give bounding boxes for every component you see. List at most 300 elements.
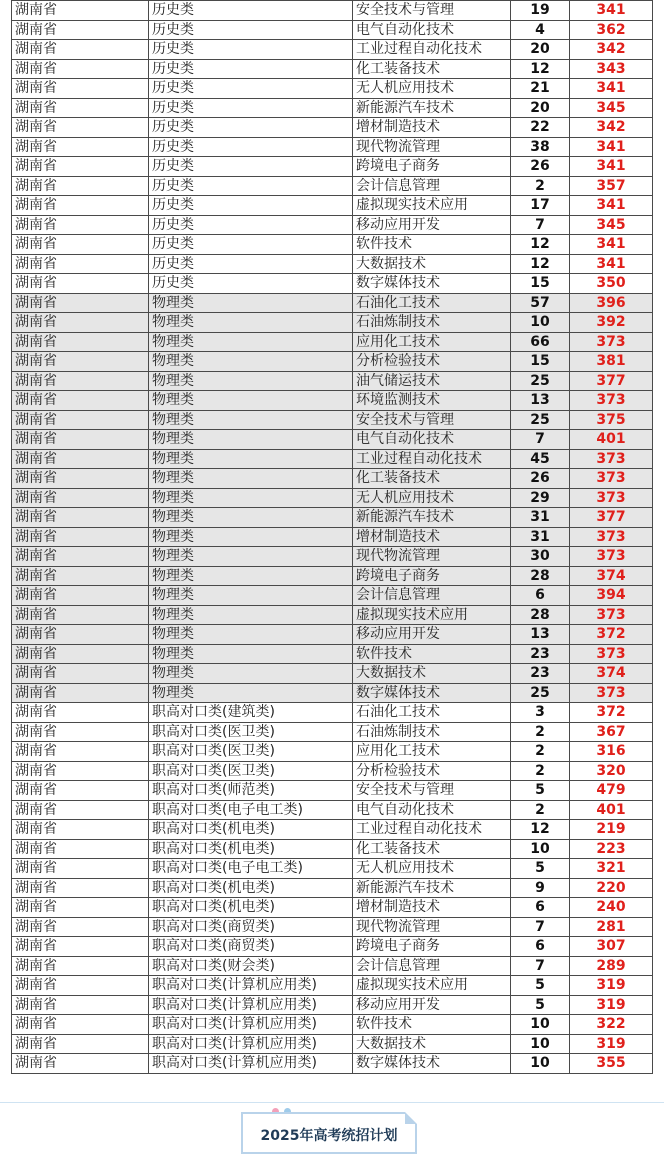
category-cell: 职高对口类(计算机应用类) bbox=[149, 1015, 353, 1035]
province-cell: 湖南省 bbox=[12, 976, 149, 996]
count-cell: 10 bbox=[511, 313, 570, 333]
major-cell: 跨境电子商务 bbox=[353, 937, 511, 957]
major-cell: 应用化工技术 bbox=[353, 742, 511, 762]
category-cell: 职高对口类(计算机应用类) bbox=[149, 1034, 353, 1054]
category-cell: 物理类 bbox=[149, 430, 353, 450]
count-cell: 12 bbox=[511, 59, 570, 79]
score-cell: 345 bbox=[570, 215, 653, 235]
category-cell: 物理类 bbox=[149, 644, 353, 664]
count-cell: 30 bbox=[511, 547, 570, 567]
count-cell: 7 bbox=[511, 430, 570, 450]
major-cell: 数字媒体技术 bbox=[353, 1054, 511, 1074]
score-cell: 392 bbox=[570, 313, 653, 333]
province-cell: 湖南省 bbox=[12, 449, 149, 469]
category-cell: 物理类 bbox=[149, 313, 353, 333]
province-cell: 湖南省 bbox=[12, 956, 149, 976]
province-cell: 湖南省 bbox=[12, 1, 149, 21]
major-cell: 会计信息管理 bbox=[353, 956, 511, 976]
category-cell: 职高对口类(商贸类) bbox=[149, 917, 353, 937]
score-cell: 289 bbox=[570, 956, 653, 976]
category-cell: 物理类 bbox=[149, 391, 353, 411]
major-cell: 会计信息管理 bbox=[353, 586, 511, 606]
major-cell: 工业过程自动化技术 bbox=[353, 449, 511, 469]
major-cell: 石油炼制技术 bbox=[353, 722, 511, 742]
count-cell: 7 bbox=[511, 956, 570, 976]
major-cell: 油气储运技术 bbox=[353, 371, 511, 391]
major-cell: 新能源汽车技术 bbox=[353, 878, 511, 898]
table-row bbox=[12, 761, 653, 781]
count-cell: 2 bbox=[511, 176, 570, 196]
province-cell: 湖南省 bbox=[12, 722, 149, 742]
table-row bbox=[12, 157, 653, 177]
major-cell: 大数据技术 bbox=[353, 1034, 511, 1054]
major-cell: 无人机应用技术 bbox=[353, 859, 511, 879]
table-row bbox=[12, 371, 653, 391]
score-cell: 479 bbox=[570, 781, 653, 801]
province-cell: 湖南省 bbox=[12, 800, 149, 820]
major-cell: 现代物流管理 bbox=[353, 137, 511, 157]
category-cell: 物理类 bbox=[149, 332, 353, 352]
score-cell: 319 bbox=[570, 1034, 653, 1054]
table-row bbox=[12, 293, 653, 313]
score-cell: 375 bbox=[570, 410, 653, 430]
province-cell: 湖南省 bbox=[12, 352, 149, 372]
count-cell: 20 bbox=[511, 98, 570, 118]
count-cell: 17 bbox=[511, 196, 570, 216]
table-row bbox=[12, 839, 653, 859]
major-cell: 虚拟现实技术应用 bbox=[353, 976, 511, 996]
province-cell: 湖南省 bbox=[12, 820, 149, 840]
count-cell: 10 bbox=[511, 839, 570, 859]
category-cell: 职高对口类(计算机应用类) bbox=[149, 1054, 353, 1074]
category-cell: 历史类 bbox=[149, 176, 353, 196]
major-cell: 安全技术与管理 bbox=[353, 410, 511, 430]
score-cell: 373 bbox=[570, 547, 653, 567]
province-cell: 湖南省 bbox=[12, 859, 149, 879]
table-row bbox=[12, 527, 653, 547]
category-cell: 物理类 bbox=[149, 605, 353, 625]
score-cell: 342 bbox=[570, 118, 653, 138]
major-cell: 电气自动化技术 bbox=[353, 800, 511, 820]
province-cell: 湖南省 bbox=[12, 410, 149, 430]
table-row bbox=[12, 917, 653, 937]
category-cell: 物理类 bbox=[149, 488, 353, 508]
category-cell: 职高对口类(商贸类) bbox=[149, 937, 353, 957]
table-row bbox=[12, 449, 653, 469]
province-cell: 湖南省 bbox=[12, 196, 149, 216]
province-cell: 湖南省 bbox=[12, 98, 149, 118]
major-cell: 移动应用开发 bbox=[353, 215, 511, 235]
category-cell: 职高对口类(机电类) bbox=[149, 878, 353, 898]
major-cell: 石油化工技术 bbox=[353, 703, 511, 723]
major-cell: 安全技术与管理 bbox=[353, 781, 511, 801]
major-cell: 数字媒体技术 bbox=[353, 683, 511, 703]
table-row bbox=[12, 98, 653, 118]
category-cell: 历史类 bbox=[149, 274, 353, 294]
score-cell: 372 bbox=[570, 703, 653, 723]
province-cell: 湖南省 bbox=[12, 547, 149, 567]
major-cell: 电气自动化技术 bbox=[353, 430, 511, 450]
table-row bbox=[12, 644, 653, 664]
table-row bbox=[12, 274, 653, 294]
major-cell: 增材制造技术 bbox=[353, 118, 511, 138]
count-cell: 2 bbox=[511, 761, 570, 781]
score-cell: 341 bbox=[570, 254, 653, 274]
score-cell: 367 bbox=[570, 722, 653, 742]
province-cell: 湖南省 bbox=[12, 157, 149, 177]
major-cell: 无人机应用技术 bbox=[353, 79, 511, 99]
count-cell: 5 bbox=[511, 781, 570, 801]
province-cell: 湖南省 bbox=[12, 683, 149, 703]
category-cell: 职高对口类(医卫类) bbox=[149, 761, 353, 781]
major-cell: 工业过程自动化技术 bbox=[353, 40, 511, 60]
count-cell: 22 bbox=[511, 118, 570, 138]
count-cell: 21 bbox=[511, 79, 570, 99]
count-cell: 28 bbox=[511, 566, 570, 586]
count-cell: 57 bbox=[511, 293, 570, 313]
province-cell: 湖南省 bbox=[12, 391, 149, 411]
province-cell: 湖南省 bbox=[12, 254, 149, 274]
major-cell: 工业过程自动化技术 bbox=[353, 820, 511, 840]
score-cell: 355 bbox=[570, 1054, 653, 1074]
province-cell: 湖南省 bbox=[12, 644, 149, 664]
table-row bbox=[12, 976, 653, 996]
score-cell: 350 bbox=[570, 274, 653, 294]
category-cell: 物理类 bbox=[149, 469, 353, 489]
score-cell: 374 bbox=[570, 664, 653, 684]
table-row bbox=[12, 20, 653, 40]
count-cell: 5 bbox=[511, 976, 570, 996]
major-cell: 化工装备技术 bbox=[353, 59, 511, 79]
score-cell: 373 bbox=[570, 449, 653, 469]
table-row bbox=[12, 332, 653, 352]
count-cell: 10 bbox=[511, 1034, 570, 1054]
table-row bbox=[12, 235, 653, 255]
province-cell: 湖南省 bbox=[12, 1034, 149, 1054]
table-row bbox=[12, 605, 653, 625]
score-cell: 319 bbox=[570, 995, 653, 1015]
province-cell: 湖南省 bbox=[12, 1054, 149, 1074]
score-cell: 373 bbox=[570, 605, 653, 625]
count-cell: 20 bbox=[511, 40, 570, 60]
category-cell: 物理类 bbox=[149, 547, 353, 567]
table-row bbox=[12, 430, 653, 450]
province-cell: 湖南省 bbox=[12, 664, 149, 684]
count-cell: 26 bbox=[511, 157, 570, 177]
score-cell: 343 bbox=[570, 59, 653, 79]
table-row bbox=[12, 898, 653, 918]
province-cell: 湖南省 bbox=[12, 937, 149, 957]
table-row bbox=[12, 586, 653, 606]
table-row bbox=[12, 820, 653, 840]
category-cell: 物理类 bbox=[149, 625, 353, 645]
count-cell: 31 bbox=[511, 527, 570, 547]
major-cell: 大数据技术 bbox=[353, 664, 511, 684]
count-cell: 23 bbox=[511, 664, 570, 684]
category-cell: 历史类 bbox=[149, 98, 353, 118]
count-cell: 6 bbox=[511, 898, 570, 918]
category-cell: 历史类 bbox=[149, 137, 353, 157]
table-row bbox=[12, 683, 653, 703]
score-cell: 341 bbox=[570, 157, 653, 177]
category-cell: 历史类 bbox=[149, 118, 353, 138]
count-cell: 38 bbox=[511, 137, 570, 157]
table-row bbox=[12, 703, 653, 723]
category-cell: 职高对口类(建筑类) bbox=[149, 703, 353, 723]
count-cell: 66 bbox=[511, 332, 570, 352]
score-cell: 373 bbox=[570, 644, 653, 664]
category-cell: 职高对口类(医卫类) bbox=[149, 722, 353, 742]
score-cell: 316 bbox=[570, 742, 653, 762]
count-cell: 23 bbox=[511, 644, 570, 664]
category-cell: 职高对口类(机电类) bbox=[149, 820, 353, 840]
score-cell: 362 bbox=[570, 20, 653, 40]
score-cell: 396 bbox=[570, 293, 653, 313]
score-cell: 377 bbox=[570, 508, 653, 528]
table-row bbox=[12, 313, 653, 333]
major-cell: 电气自动化技术 bbox=[353, 20, 511, 40]
province-cell: 湖南省 bbox=[12, 508, 149, 528]
category-cell: 职高对口类(机电类) bbox=[149, 839, 353, 859]
table-row bbox=[12, 742, 653, 762]
category-cell: 职高对口类(计算机应用类) bbox=[149, 995, 353, 1015]
province-cell: 湖南省 bbox=[12, 176, 149, 196]
table-row bbox=[12, 137, 653, 157]
province-cell: 湖南省 bbox=[12, 625, 149, 645]
province-cell: 湖南省 bbox=[12, 781, 149, 801]
major-cell: 跨境电子商务 bbox=[353, 157, 511, 177]
category-cell: 历史类 bbox=[149, 254, 353, 274]
table-row bbox=[12, 781, 653, 801]
count-cell: 5 bbox=[511, 859, 570, 879]
count-cell: 13 bbox=[511, 625, 570, 645]
table-row bbox=[12, 118, 653, 138]
count-cell: 7 bbox=[511, 215, 570, 235]
province-cell: 湖南省 bbox=[12, 586, 149, 606]
province-cell: 湖南省 bbox=[12, 839, 149, 859]
category-cell: 历史类 bbox=[149, 1, 353, 21]
table-row bbox=[12, 1034, 653, 1054]
score-cell: 342 bbox=[570, 40, 653, 60]
footer-badge bbox=[241, 1112, 417, 1154]
count-cell: 29 bbox=[511, 488, 570, 508]
major-cell: 分析检验技术 bbox=[353, 761, 511, 781]
footer-divider bbox=[0, 1102, 664, 1103]
table-body bbox=[12, 1, 653, 1074]
count-cell: 28 bbox=[511, 605, 570, 625]
score-cell: 321 bbox=[570, 859, 653, 879]
category-cell: 物理类 bbox=[149, 352, 353, 372]
province-cell: 湖南省 bbox=[12, 293, 149, 313]
category-cell: 物理类 bbox=[149, 683, 353, 703]
category-cell: 历史类 bbox=[149, 157, 353, 177]
major-cell: 软件技术 bbox=[353, 235, 511, 255]
score-cell: 341 bbox=[570, 137, 653, 157]
major-cell: 安全技术与管理 bbox=[353, 1, 511, 21]
score-cell: 307 bbox=[570, 937, 653, 957]
count-cell: 10 bbox=[511, 1015, 570, 1035]
category-cell: 物理类 bbox=[149, 449, 353, 469]
count-cell: 5 bbox=[511, 995, 570, 1015]
score-cell: 401 bbox=[570, 430, 653, 450]
score-cell: 281 bbox=[570, 917, 653, 937]
score-cell: 319 bbox=[570, 976, 653, 996]
category-cell: 物理类 bbox=[149, 586, 353, 606]
table-row bbox=[12, 956, 653, 976]
count-cell: 6 bbox=[511, 937, 570, 957]
score-cell: 394 bbox=[570, 586, 653, 606]
category-cell: 历史类 bbox=[149, 20, 353, 40]
province-cell: 湖南省 bbox=[12, 274, 149, 294]
count-cell: 26 bbox=[511, 469, 570, 489]
province-cell: 湖南省 bbox=[12, 371, 149, 391]
table-row bbox=[12, 547, 653, 567]
count-cell: 7 bbox=[511, 917, 570, 937]
score-cell: 320 bbox=[570, 761, 653, 781]
table-row bbox=[12, 722, 653, 742]
count-cell: 3 bbox=[511, 703, 570, 723]
major-cell: 石油化工技术 bbox=[353, 293, 511, 313]
count-cell: 25 bbox=[511, 371, 570, 391]
score-cell: 345 bbox=[570, 98, 653, 118]
score-cell: 401 bbox=[570, 800, 653, 820]
major-cell: 会计信息管理 bbox=[353, 176, 511, 196]
category-cell: 职高对口类(师范类) bbox=[149, 781, 353, 801]
major-cell: 分析检验技术 bbox=[353, 352, 511, 372]
count-cell: 12 bbox=[511, 235, 570, 255]
category-cell: 职高对口类(医卫类) bbox=[149, 742, 353, 762]
category-cell: 物理类 bbox=[149, 293, 353, 313]
score-cell: 373 bbox=[570, 527, 653, 547]
count-cell: 13 bbox=[511, 391, 570, 411]
category-cell: 职高对口类(机电类) bbox=[149, 898, 353, 918]
province-cell: 湖南省 bbox=[12, 605, 149, 625]
category-cell: 职高对口类(财会类) bbox=[149, 956, 353, 976]
major-cell: 石油炼制技术 bbox=[353, 313, 511, 333]
count-cell: 12 bbox=[511, 254, 570, 274]
major-cell: 软件技术 bbox=[353, 1015, 511, 1035]
major-cell: 虚拟现实技术应用 bbox=[353, 196, 511, 216]
province-cell: 湖南省 bbox=[12, 469, 149, 489]
count-cell: 12 bbox=[511, 820, 570, 840]
province-cell: 湖南省 bbox=[12, 20, 149, 40]
score-cell: 372 bbox=[570, 625, 653, 645]
count-cell: 2 bbox=[511, 722, 570, 742]
count-cell: 4 bbox=[511, 20, 570, 40]
category-cell: 职高对口类(电子电工类) bbox=[149, 800, 353, 820]
table-row bbox=[12, 995, 653, 1015]
category-cell: 历史类 bbox=[149, 40, 353, 60]
score-cell: 220 bbox=[570, 878, 653, 898]
table-row bbox=[12, 196, 653, 216]
admission-plan-table bbox=[11, 0, 653, 1074]
major-cell: 新能源汽车技术 bbox=[353, 508, 511, 528]
major-cell: 移动应用开发 bbox=[353, 995, 511, 1015]
major-cell: 现代物流管理 bbox=[353, 547, 511, 567]
count-cell: 25 bbox=[511, 683, 570, 703]
score-cell: 373 bbox=[570, 332, 653, 352]
category-cell: 历史类 bbox=[149, 196, 353, 216]
major-cell: 现代物流管理 bbox=[353, 917, 511, 937]
province-cell: 湖南省 bbox=[12, 995, 149, 1015]
category-cell: 职高对口类(计算机应用类) bbox=[149, 976, 353, 996]
score-cell: 341 bbox=[570, 196, 653, 216]
score-cell: 373 bbox=[570, 488, 653, 508]
major-cell: 数字媒体技术 bbox=[353, 274, 511, 294]
category-cell: 物理类 bbox=[149, 508, 353, 528]
score-cell: 322 bbox=[570, 1015, 653, 1035]
province-cell: 湖南省 bbox=[12, 917, 149, 937]
score-cell: 357 bbox=[570, 176, 653, 196]
count-cell: 10 bbox=[511, 1054, 570, 1074]
major-cell: 新能源汽车技术 bbox=[353, 98, 511, 118]
score-cell: 341 bbox=[570, 1, 653, 21]
table-row bbox=[12, 566, 653, 586]
category-cell: 历史类 bbox=[149, 215, 353, 235]
count-cell: 15 bbox=[511, 274, 570, 294]
score-cell: 373 bbox=[570, 391, 653, 411]
table-row bbox=[12, 508, 653, 528]
province-cell: 湖南省 bbox=[12, 761, 149, 781]
table-row bbox=[12, 59, 653, 79]
count-cell: 45 bbox=[511, 449, 570, 469]
major-cell: 无人机应用技术 bbox=[353, 488, 511, 508]
major-cell: 应用化工技术 bbox=[353, 332, 511, 352]
province-cell: 湖南省 bbox=[12, 703, 149, 723]
table-row bbox=[12, 254, 653, 274]
table-row bbox=[12, 625, 653, 645]
table-row bbox=[12, 859, 653, 879]
province-cell: 湖南省 bbox=[12, 1015, 149, 1035]
score-cell: 223 bbox=[570, 839, 653, 859]
score-cell: 377 bbox=[570, 371, 653, 391]
table-row bbox=[12, 176, 653, 196]
province-cell: 湖南省 bbox=[12, 878, 149, 898]
count-cell: 2 bbox=[511, 742, 570, 762]
province-cell: 湖南省 bbox=[12, 215, 149, 235]
score-cell: 373 bbox=[570, 683, 653, 703]
count-cell: 31 bbox=[511, 508, 570, 528]
table-row bbox=[12, 1054, 653, 1074]
table-row bbox=[12, 40, 653, 60]
province-cell: 湖南省 bbox=[12, 40, 149, 60]
table-row bbox=[12, 664, 653, 684]
table-row bbox=[12, 1015, 653, 1035]
count-cell: 9 bbox=[511, 878, 570, 898]
province-cell: 湖南省 bbox=[12, 79, 149, 99]
major-cell: 跨境电子商务 bbox=[353, 566, 511, 586]
table-row bbox=[12, 1, 653, 21]
score-cell: 373 bbox=[570, 469, 653, 489]
major-cell: 虚拟现实技术应用 bbox=[353, 605, 511, 625]
major-cell: 化工装备技术 bbox=[353, 839, 511, 859]
province-cell: 湖南省 bbox=[12, 488, 149, 508]
table-row bbox=[12, 937, 653, 957]
province-cell: 湖南省 bbox=[12, 137, 149, 157]
count-cell: 19 bbox=[511, 1, 570, 21]
count-cell: 25 bbox=[511, 410, 570, 430]
category-cell: 物理类 bbox=[149, 371, 353, 391]
category-cell: 物理类 bbox=[149, 410, 353, 430]
score-cell: 219 bbox=[570, 820, 653, 840]
score-cell: 341 bbox=[570, 79, 653, 99]
table-row bbox=[12, 391, 653, 411]
major-cell: 增材制造技术 bbox=[353, 527, 511, 547]
province-cell: 湖南省 bbox=[12, 59, 149, 79]
major-cell: 增材制造技术 bbox=[353, 898, 511, 918]
category-cell: 历史类 bbox=[149, 59, 353, 79]
major-cell: 化工装备技术 bbox=[353, 469, 511, 489]
